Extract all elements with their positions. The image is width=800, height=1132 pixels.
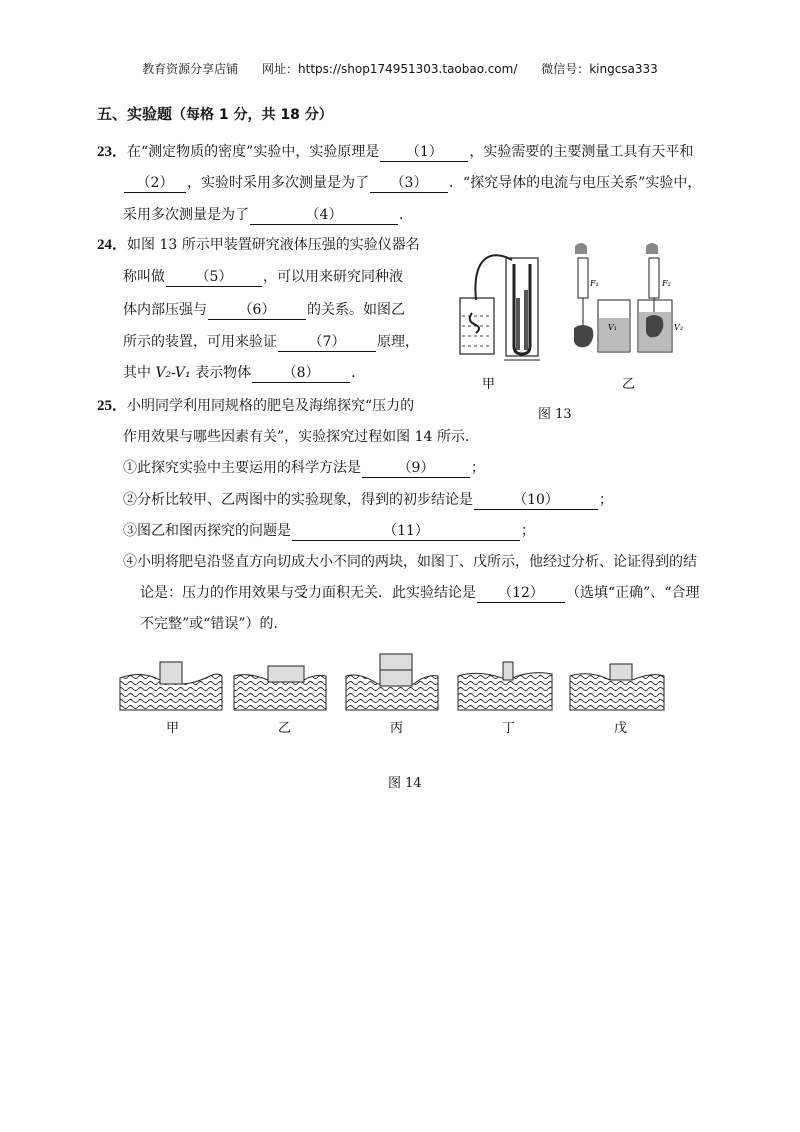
page-header [0,60,800,77]
archimedes-apparatus [574,243,683,352]
q25-line-1: 25．小明同学利用同规格的肥皂及海绵探究“压力的 [97,398,415,414]
f2-label: F₂ [662,279,671,288]
q25-text: ③图乙和图丙探究的问题是 [123,523,291,539]
q25-sub-4-line-2 [140,583,699,603]
q23-text: 在“测定物质的密度”实验中，实验原理是 [127,144,380,160]
blank-8[interactable]: （8） [252,365,350,383]
v2-label: V₂ [674,323,683,332]
q24-text: ． [351,365,366,381]
q24-text: 称叫做 [123,269,165,285]
question-number: 25 [97,398,112,414]
blank-1[interactable]: （1） [380,144,468,162]
q25-text: ； [471,460,485,476]
q24-text: 其中 [123,365,156,381]
blank-12[interactable]: （12） [477,585,565,603]
fig14-label-ding: 丁 [502,721,516,736]
soap-block [610,664,632,680]
wechat-id: 微信号：kingcsa333 [541,62,658,76]
sponge-wu [570,664,664,710]
q25-sub-1 [123,458,485,478]
figure-14 [118,650,678,740]
blank-2[interactable]: （2） [124,175,186,193]
fig14-label-wu: 戊 [614,721,628,736]
q25-text: 论是：压力的作用效果与受力面积无关．此实验结论是 [140,585,476,601]
blank-10[interactable]: （10） [474,492,598,510]
figure-13-caption: 图 13 [538,407,572,422]
fig14-label-bing: 丙 [390,721,404,736]
f1-label: F₁ [590,279,599,288]
q25-sub-4-line-3 [140,614,287,634]
q25-text: ②分析比较甲、乙两图中的实验现象，得到的初步结论是 [123,492,473,508]
q25-line-2 [123,427,479,447]
section-title-text: 五、实验题 [97,105,173,123]
q25-text: （选填“正确”、“合理 [566,585,700,601]
shop-name: 教育资源分享店铺 [142,62,239,76]
v1-label: V₁ [608,323,617,332]
blank-5[interactable]: （5） [166,269,262,287]
question-number: 23 [97,144,112,160]
soap-block [380,654,412,670]
fig14-label-yi: 乙 [278,721,292,736]
q23-text: ． [399,207,413,223]
q23-text: ，实验需要的主要测量工具有天平和 [469,144,694,160]
q25-text: 作用效果与哪些因素有关”，实验探究过程如图 14 所示． [123,429,479,445]
blank-4[interactable]: （4） [250,207,398,225]
q25-text: 小明同学利用同规格的肥皂及海绵探究“压力的 [127,398,415,414]
sponge-bing [346,654,438,710]
fig13-label-yi: 乙 [622,377,636,392]
question-number: 24 [97,237,112,253]
soap-block [160,662,182,684]
blank-7[interactable]: （7） [278,334,376,352]
figure-13 [450,238,690,418]
q25-text: ； [521,523,535,539]
q25-text: ①此探究实验中主要运用的科学方法是 [123,460,361,476]
q23-line-1: 23．在“测定物质的密度”实验中，实验原理是 （1） ，实验需要的主要测量工具有天平和 [97,144,694,160]
q24-text: 原理， [377,334,419,350]
liquid-pressure-gauge [460,255,540,360]
q25-sub-4-line-1 [123,552,697,572]
fig14-label-jia: 甲 [166,721,180,736]
q25-text: 不完整”或“错误”）的． [140,616,288,632]
soap-block [268,666,304,682]
q24-text: 的关系。如图乙 [307,302,405,318]
soap-block [503,662,513,680]
q23-line-3 [123,205,413,225]
blank-11[interactable]: （11） [292,523,520,541]
q25-sub-3 [123,521,535,541]
q23-text: ，实验时采用多次测量是为了 [187,175,369,191]
blank-9[interactable]: （9） [362,460,470,478]
q25-text: ④小明将肥皂沿竖直方向切成大小不同的两块，如图丁、戊所示，他经过分析、论证得到的结 [123,554,697,570]
q24-text: 表示物体 [190,365,252,381]
fig13-label-jia: 甲 [482,377,496,392]
q24-text: ，可以用来研究同种液 [263,269,403,285]
q24-text: 体内部压强与 [123,302,207,318]
blank-6[interactable]: （6） [208,302,306,320]
q24-line-1: 24．如图 13 所示甲装置研究液体压强的实验仪器名 [97,237,420,253]
q25-sub-2 [123,490,613,510]
q24-line-2 [123,267,403,287]
sponge-jia [120,662,222,710]
blank-3[interactable]: （3） [370,175,448,193]
figure-14-caption: 图 14 [388,776,422,791]
shop-url: 网址：https://shop174951303.taobao.com/ [262,62,518,76]
q24-line-3 [123,300,405,320]
q23-text: 采用多次测量是为了 [123,207,249,223]
q24-text: 所示的装置，可用来验证 [123,334,277,350]
section-score-note: （每格 1 分，共 18 分） [172,107,333,123]
q24-text: 如图 13 所示甲装置研究液体压强的实验仪器名 [127,237,420,253]
q24-line-4 [123,332,419,352]
q23-text: ．“探究导体的电流与电压关系”实验中， [449,175,702,191]
q24-line-5 [123,363,365,383]
q23-line-2 [123,173,701,193]
sponge-ding [458,662,552,710]
section-title [97,103,333,124]
sponge-yi [234,666,326,710]
volume-diff: V₂-V₁ [155,365,191,381]
q25-text: ； [599,492,613,508]
soap-block [380,670,412,686]
